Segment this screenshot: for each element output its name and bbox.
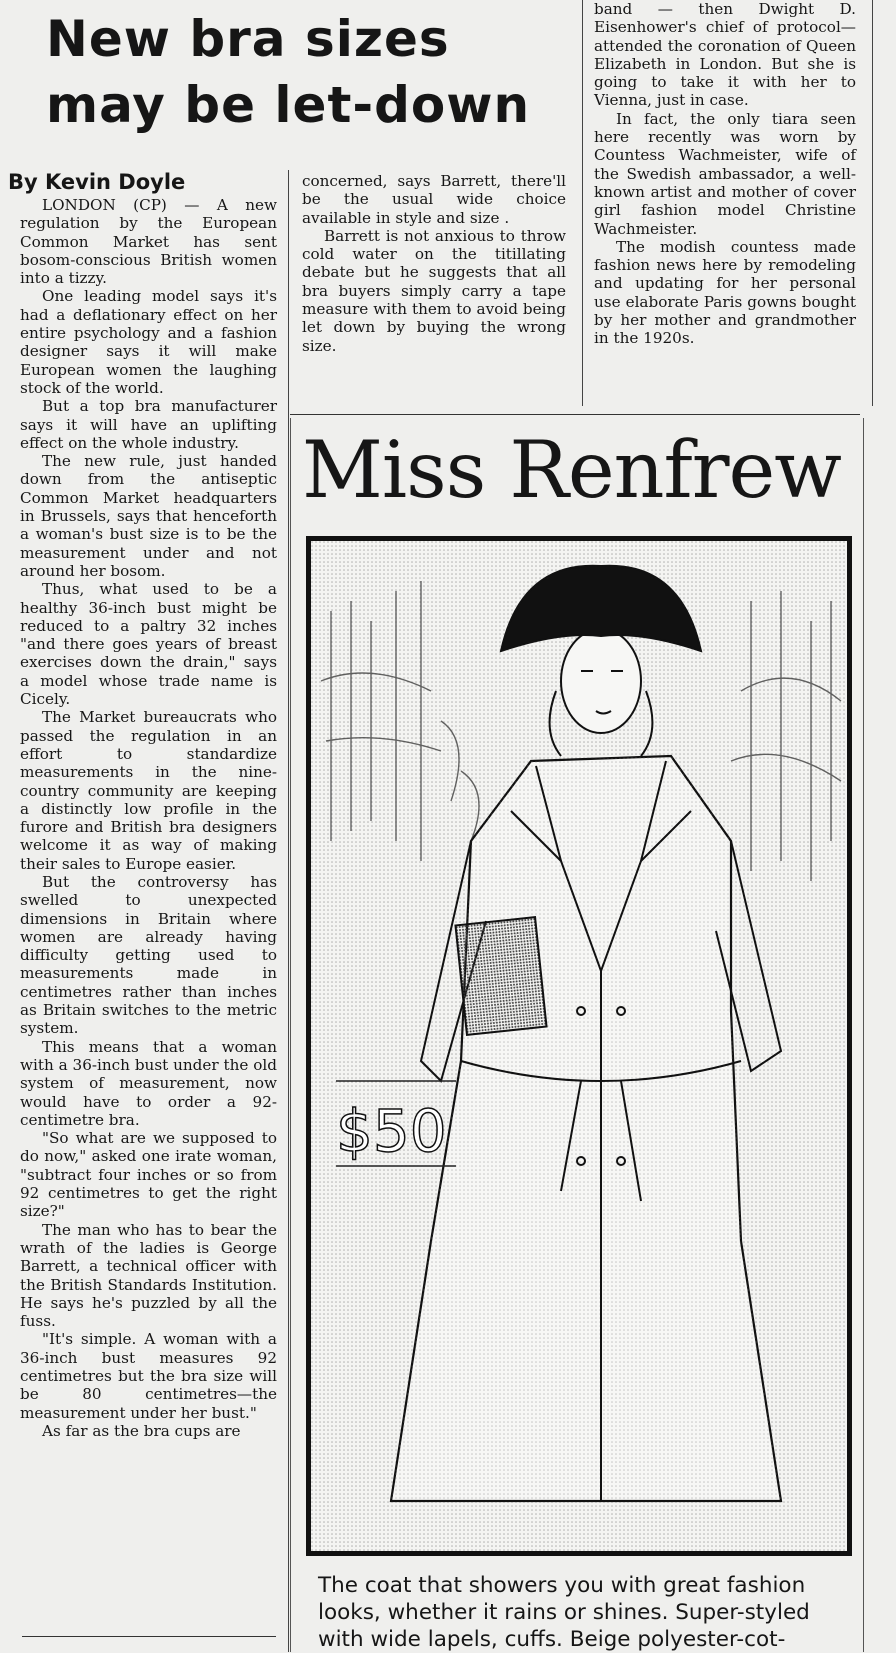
coat-illustration xyxy=(306,536,852,1556)
paragraph: The Market bureaucrats who passed the regulation in an effort to standardize measurements in the nine-country community are keeping a distinctly low profile in the furore and British bra designers welcome it as way of making their sales to Europe easier. xyxy=(20,708,277,873)
paragraph: But a top bra manufacturer says it will have an uplifting effect on the whole industry. xyxy=(20,397,277,452)
paragraph: band — then Dwight D. Eisenhower's chief of protocol—attended the coronation of Queen Elizabeth in London. But she is going to take it with her to Vienna, just in case. xyxy=(594,0,856,110)
headline-line-1: New bra sizes xyxy=(46,10,450,68)
paragraph: The new rule, just handed down from the antiseptic Common Market headquarters in Brussels, says that henceforth a woman's bust size is to be the measurement under and not around her bosom. xyxy=(20,452,277,580)
ad-price: $50 xyxy=(336,1097,447,1165)
paragraph: LONDON (CP) — A new regulation by the European Common Market has sent bosom-conscious British women into a tizzy. xyxy=(20,196,277,288)
article-headline xyxy=(46,6,566,138)
paragraph: concerned, says Barrett, there'll be the usual wide choice available in style and size . xyxy=(302,172,566,227)
column-divider xyxy=(582,0,583,406)
column-divider xyxy=(872,0,873,406)
paragraph: But the controversy has swelled to unexpected dimensions in Britain where women are already having difficulty getting used to measurements made in centimetres rather than inches as Britain switches to the metric system. xyxy=(20,872,277,1038)
article-column-1 xyxy=(20,196,277,1440)
paragraph: Barrett is not anxious to throw cold water on the titillating debate but he suggests that all bra buyers simply carry a tape measure with them to avoid being let down by buying the wrong size. xyxy=(302,226,566,355)
paragraph: In fact, the only tiara seen here recently was worn by Countess Wachmeister, wife of the Swedish ambassador, a well-known artist and mother of cover girl fashion model Christine Wachmeister. xyxy=(594,109,856,238)
ad-store-name: Miss Renfrew xyxy=(302,424,841,516)
paragraph: One leading model says it's had a deflationary effect on her entire psychology and a fashion designer says it will make European women the laughing stock of the world. xyxy=(20,287,277,397)
paragraph: The man who has to bear the wrath of the ladies is George Barrett, a technical officer with the British Standards Institution. He says he's puzzled by all the fuss. xyxy=(20,1220,277,1331)
paragraph: Thus, what used to be a healthy 36-inch bust might be reduced to a paltry 32 inches "and there goes years of breast exercises down the drain," says a model whose trade name is Cicely. xyxy=(20,580,277,709)
paragraph: As far as the bra cups are xyxy=(42,1421,241,1440)
paragraph: This means that a woman with a 36-inch bust under the old system of measurement, now would have to order a 92-centimetre bra. xyxy=(20,1037,277,1129)
headline-line-2: may be let-down xyxy=(46,76,531,134)
adjacent-article-column xyxy=(594,0,856,348)
column-end-rule xyxy=(22,1636,276,1637)
ad-top-rule xyxy=(290,414,860,415)
paragraph: The modish countess made fashion news here by remodeling and updating for her personal use elaborate Paris gowns bought by her mother and grandmother in the 1920s. xyxy=(594,237,856,348)
article-column-2 xyxy=(302,172,566,355)
paragraph: "It's simple. A woman with a 36-inch bust measures 92 centimetres but the bra size will be 80 centimetres—the measurement under her bust." xyxy=(20,1330,277,1422)
column-divider xyxy=(288,170,289,1652)
ad-caption: The coat that showers you with great fashion looks, whether it rains or shines. Super-styled with wide lapels, cuffs. Beige polyester-cot- xyxy=(318,1573,810,1652)
article-byline: By Kevin Doyle xyxy=(8,170,186,194)
paragraph: "So what are we supposed to do now," asked one irate woman, "subtract four inches or so from 92 centimetres to get the right size?" xyxy=(20,1129,277,1221)
